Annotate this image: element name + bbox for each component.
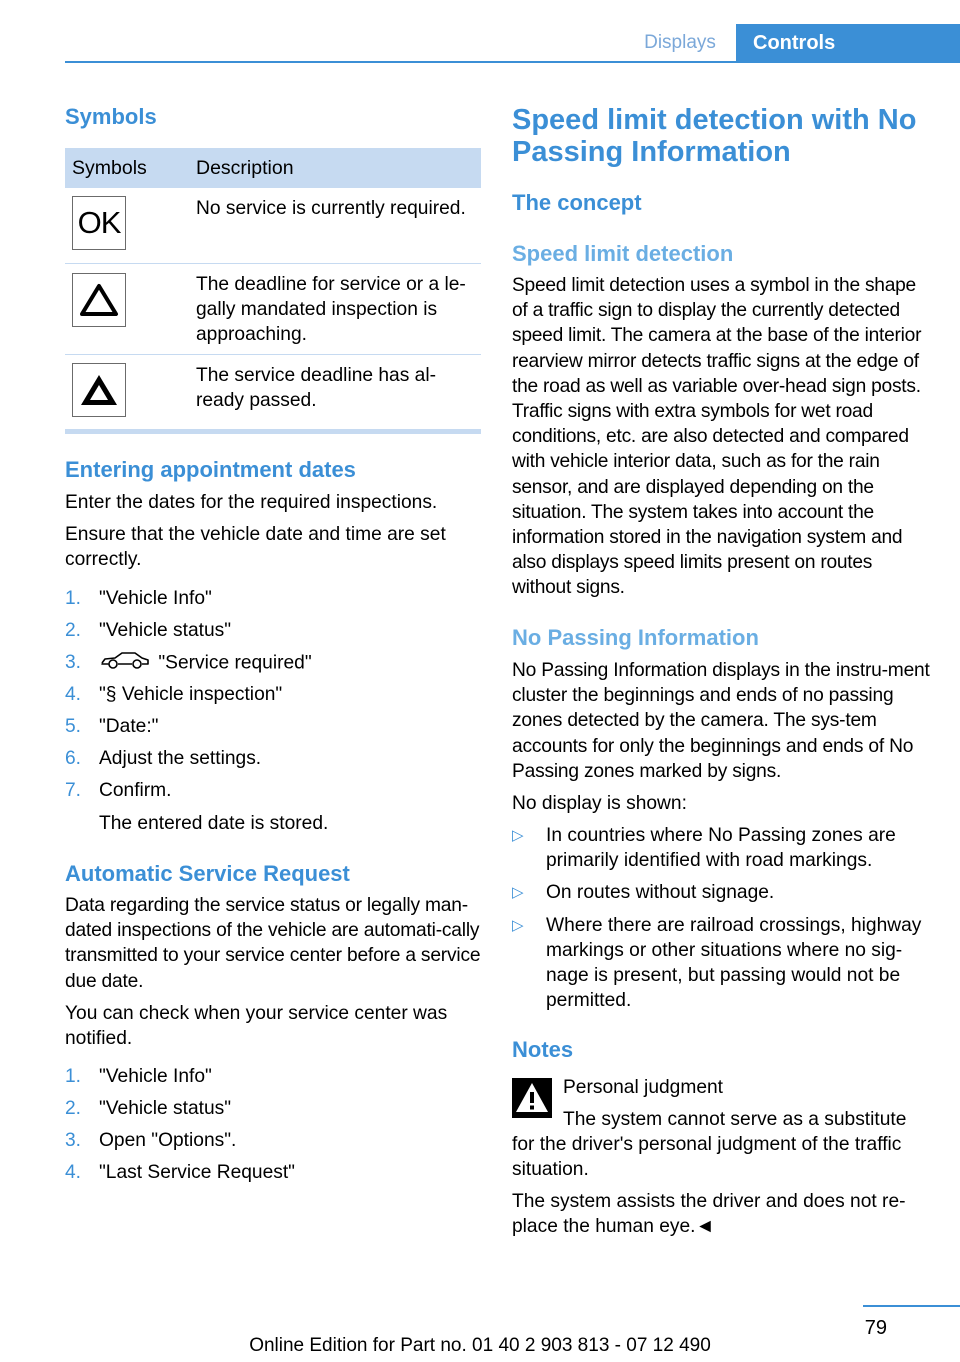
- list-item: 6. Adjust the settings.: [65, 748, 262, 769]
- row-description: The service deadline has al-ready passed.: [196, 365, 436, 412]
- triangle-bullet-icon: ▷: [512, 884, 524, 902]
- note-title: Personal judgment: [563, 1077, 723, 1098]
- tab-controls[interactable]: Controls: [736, 24, 960, 62]
- entering-steps: [65, 586, 481, 810]
- entering-intro: Enter the dates for the required inspections.: [65, 492, 438, 513]
- col-symbols-header: Symbols: [72, 156, 147, 179]
- list-item: 2. "Vehicle status": [65, 620, 232, 641]
- note-text-2: The system assists the driver and does not re-place the human eye.◄: [512, 1191, 906, 1238]
- car-icon: [99, 650, 151, 677]
- list-item: 2. "Vehicle status": [65, 1098, 232, 1119]
- no-display-intro: No display is shown:: [512, 793, 687, 814]
- row-description: No service is currently required.: [196, 198, 466, 219]
- triangle-bullet-icon: ▷: [512, 916, 524, 934]
- table-row: [65, 188, 481, 264]
- col-description-header: Description: [196, 156, 294, 179]
- auto-service-heading: Automatic Service Request: [65, 861, 350, 886]
- entering-heading: Entering appointment dates: [65, 457, 356, 482]
- detection-heading: Speed limit detection: [512, 241, 734, 266]
- list-item: 5. "Date:": [65, 716, 159, 737]
- auto-service-note: You can check when your service center was notified.: [65, 1003, 448, 1050]
- nopass-heading: No Passing Information: [512, 625, 759, 650]
- triangle-bullet-icon: ▷: [512, 827, 524, 844]
- table-end-rule: [65, 429, 481, 434]
- detection-text: Speed limit detection uses a symbol in the shape of a traffic sign to display the currently detected speed limit. The camera at the base of the interior rearview mirror detects traffic signs at the edge of the road as well as variable over-head sign posts. Traffic signs with extra symbols for wet road conditions, etc. are also detected and compared with vehicle interior data, such as for the rain sensor, and are displayed depending on the situation. The system takes into account the information stored in the navigation system and also displays speed limits present on routes without signs.: [512, 275, 922, 599]
- list-item: ▷ Where there are railroad crossings, highway markings or other situations where no sig-nage is present, but passing would not be permitted.: [512, 914, 922, 1012]
- warning-triangle-outline-icon: [72, 273, 126, 327]
- auto-service-steps: [65, 1064, 481, 1192]
- list-item: 7. Confirm.: [65, 780, 172, 801]
- stored-note: The entered date is stored.: [99, 813, 329, 834]
- list-item: 4. "Last Service Request": [65, 1162, 295, 1183]
- list-item: 3. "Service required": [65, 650, 481, 682]
- warning-triangle-filled-icon: [72, 363, 126, 417]
- list-item: 3. Open "Options".: [65, 1130, 237, 1151]
- nopass-text: No Passing Information displays in the instru-ment cluster the beginnings and ends of no passing zones detected by the camera. The sys-tem accounts for only the beginnings and ends of No Passing zones marked by signs.: [512, 660, 930, 782]
- table-row: [65, 264, 481, 355]
- list-item: ▷ In countries where No Passing zones are primarily identified with road markings.: [512, 825, 896, 872]
- note-text-1: The system cannot serve as a substitute for the driver's personal judgment of the traffic situation.: [512, 1109, 907, 1181]
- table-header: [65, 148, 481, 188]
- list-item: 4. "§ Vehicle inspection": [65, 684, 283, 705]
- concept-heading: The concept: [512, 190, 642, 215]
- footer-rule: [863, 1305, 960, 1307]
- ok-symbol-icon: OK: [72, 196, 126, 250]
- symbols-heading: Symbols: [65, 104, 157, 129]
- auto-service-intro: Data regarding the service status or legally man-dated inspections of the vehicle are automati-cally transmitted to your service center before a service due date.: [65, 895, 481, 992]
- tab-displays[interactable]: Displays: [644, 32, 716, 53]
- header-rule: [65, 61, 960, 63]
- page-title: Speed limit detection with No Passing Information: [512, 104, 917, 168]
- table-row: [65, 355, 481, 430]
- no-display-list: [512, 823, 932, 1020]
- notes-heading: Notes: [512, 1037, 574, 1062]
- list-item: 1. "Vehicle Info": [65, 588, 212, 609]
- list-item: 1. "Vehicle Info": [65, 1066, 212, 1087]
- edition-footer: Online Edition for Part no. 01 40 2 903 813 - 07 12 490: [249, 1335, 711, 1356]
- symbols-table: [65, 148, 481, 430]
- header-tabs: [624, 24, 960, 62]
- entering-note: Ensure that the vehicle date and time are set correctly.: [65, 524, 446, 571]
- row-description: The deadline for service or a le-gally mandated inspection is approaching.: [196, 274, 466, 346]
- list-item: ▷ On routes without signage.: [512, 880, 932, 905]
- page-number: 79: [864, 1317, 887, 1339]
